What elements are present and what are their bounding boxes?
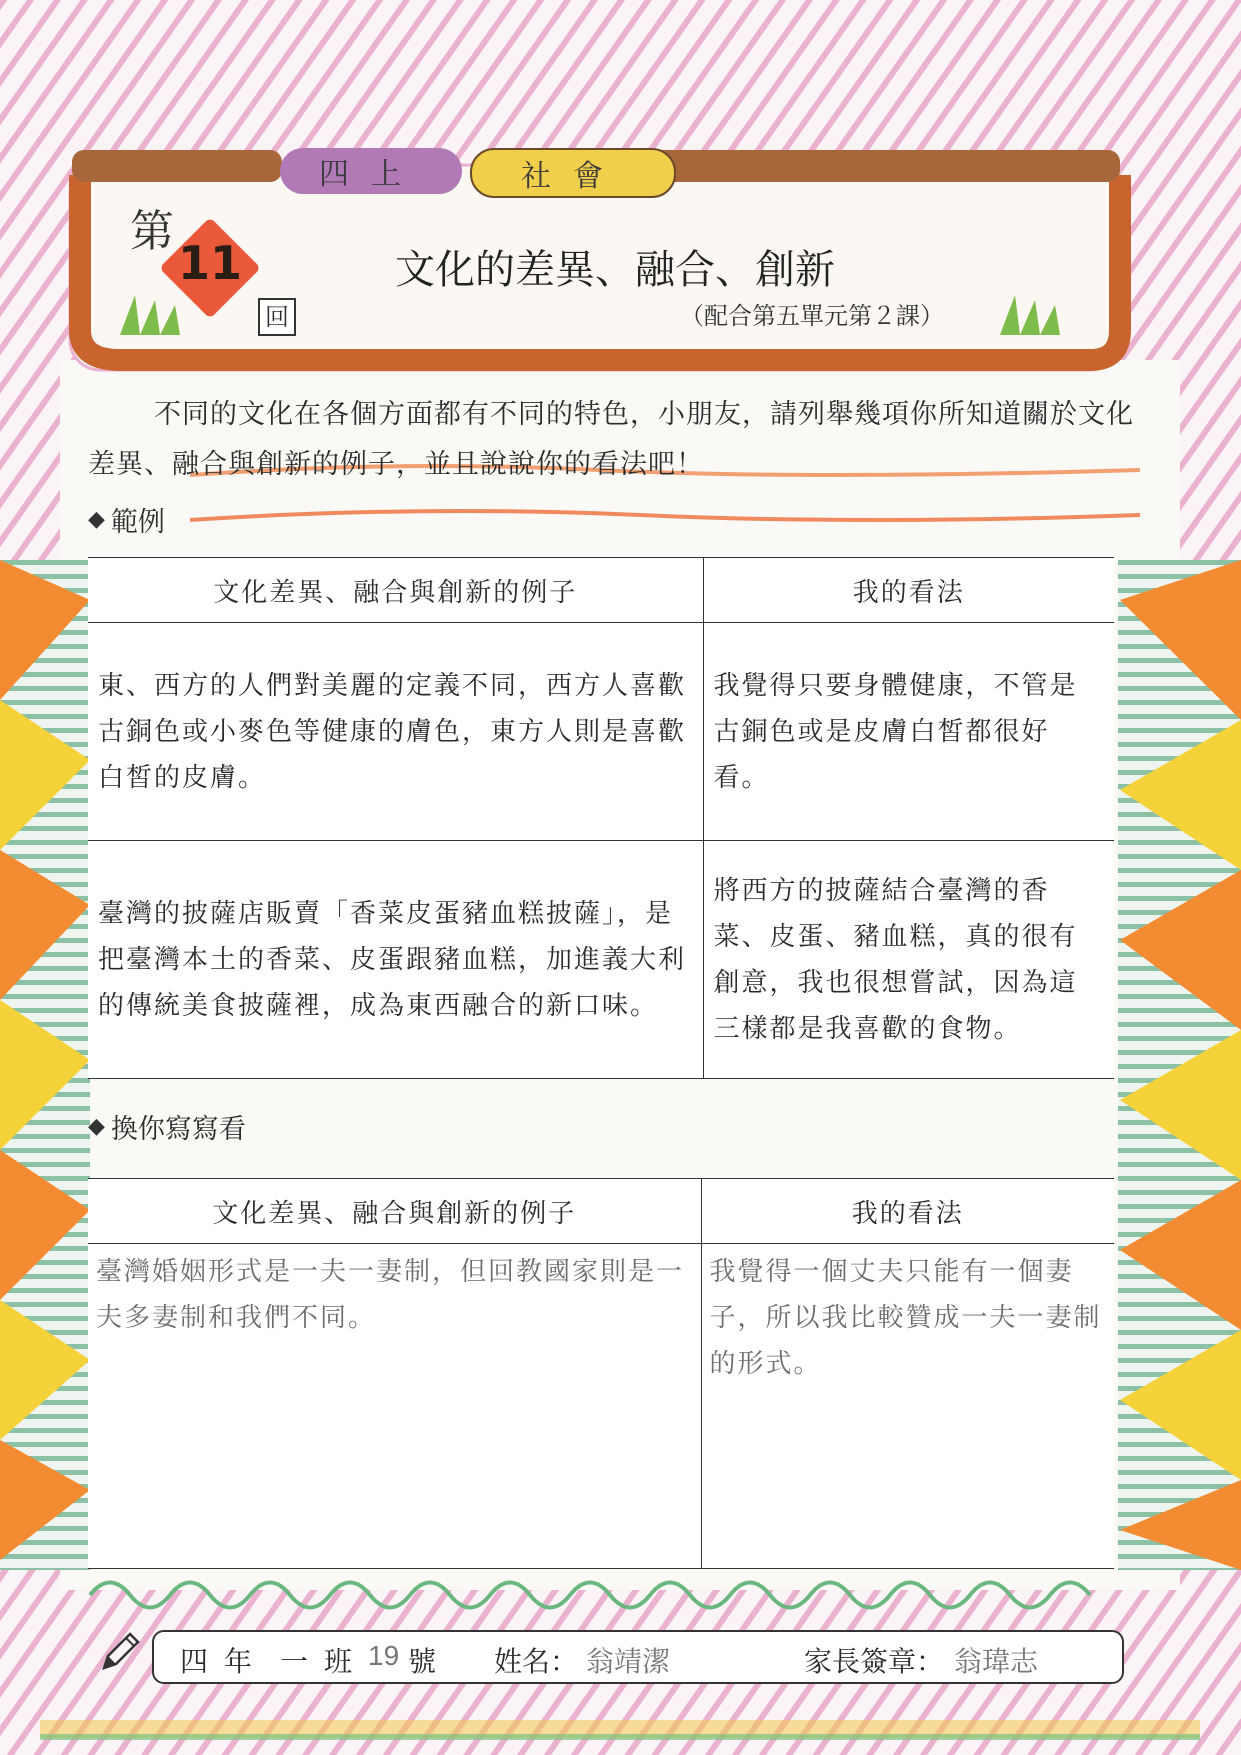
lesson-note: （配合第五單元第２課） (680, 302, 944, 330)
intro-text (88, 390, 1148, 490)
subject-tag: 社會 (470, 148, 676, 198)
example-section-label (88, 500, 165, 539)
lesson-prefix: 第 (130, 206, 174, 257)
table-header-row (88, 1179, 1114, 1244)
pencil-icon (98, 1628, 144, 1674)
seat-number[interactable]: 19 (368, 1640, 400, 1671)
name-field[interactable]: 翁靖潔 (586, 1646, 671, 1677)
example-cell: 臺灣的披薩店販賣「香菜皮蛋豬血糕披薩」，是把臺灣本土的香菜、皮蛋跟豬血糕，加進義大利的傳統美食披薩裡，成為東西融合的新口味。 (88, 841, 703, 1079)
diamond-bullet-icon: ◆ (88, 1114, 105, 1139)
lesson-number: 11 (177, 236, 242, 290)
practice-label: 換你寫寫看 (110, 1114, 246, 1145)
opinion-cell: 我覺得只要身體健康，不管是古銅色或是皮膚白皙都很好看。 (703, 623, 1114, 841)
grade-tag: 四上 (280, 148, 462, 194)
answer-example-cell[interactable]: 臺灣婚姻形式是一夫一妻制，但回教國家則是一夫多妻制和我們不同。 (88, 1244, 701, 1569)
column-header-example: 文化差異、融合與創新的例子 (88, 1179, 701, 1244)
class-unit: 班 (324, 1645, 353, 1678)
grade-value: 四 (180, 1645, 209, 1678)
column-header-example: 文化差異、融合與創新的例子 (88, 558, 703, 623)
seat-unit: 號 (408, 1645, 437, 1678)
table-header-row (88, 558, 1114, 623)
opinion-cell: 將西方的披薩結合臺灣的香菜、皮蛋、豬血糕，真的很有創意，我也很想嘗試，因為這三樣都是我喜歡的食物。 (703, 841, 1114, 1079)
example-label: 範例 (110, 507, 165, 538)
signature-label: 家長簽章： (804, 1645, 945, 1678)
banner-tags (280, 148, 676, 198)
answer-opinion-cell[interactable]: 我覺得一個丈夫只能有一個妻子，所以我比較贊成一夫一妻制的形式。 (701, 1244, 1114, 1569)
name-label: 姓名： (494, 1645, 579, 1678)
student-info-bar (152, 1630, 1124, 1684)
practice-table (88, 1178, 1114, 1569)
example-cell: 東、西方的人們對美麗的定義不同，西方人喜歡古銅色或小麥色等健康的膚色，東方人則是喜歡白皙的皮膚。 (88, 623, 703, 841)
lesson-suffix: 回 (258, 298, 296, 336)
grade-unit: 年 (224, 1645, 253, 1678)
table-row (88, 623, 1114, 841)
page-title: 文化的差異、融合、創新 (395, 247, 835, 293)
column-header-opinion: 我的看法 (703, 558, 1114, 623)
intro-paragraph: 不同的文化在各個方面都有不同的特色，小朋友，請列舉幾項你所知道關於文化差異、融合與創新的例子，並且說說你的看法吧！ (88, 399, 1134, 480)
lesson-number-badge (160, 218, 260, 318)
diamond-bullet-icon: ◆ (88, 507, 105, 532)
example-table (88, 557, 1114, 1079)
class-value: 一 (280, 1645, 309, 1678)
column-header-opinion: 我的看法 (701, 1179, 1114, 1244)
table-row (88, 841, 1114, 1079)
parent-signature-field[interactable]: 翁瑋志 (954, 1646, 1039, 1677)
practice-section-label (88, 1107, 246, 1146)
table-row (88, 1244, 1114, 1569)
